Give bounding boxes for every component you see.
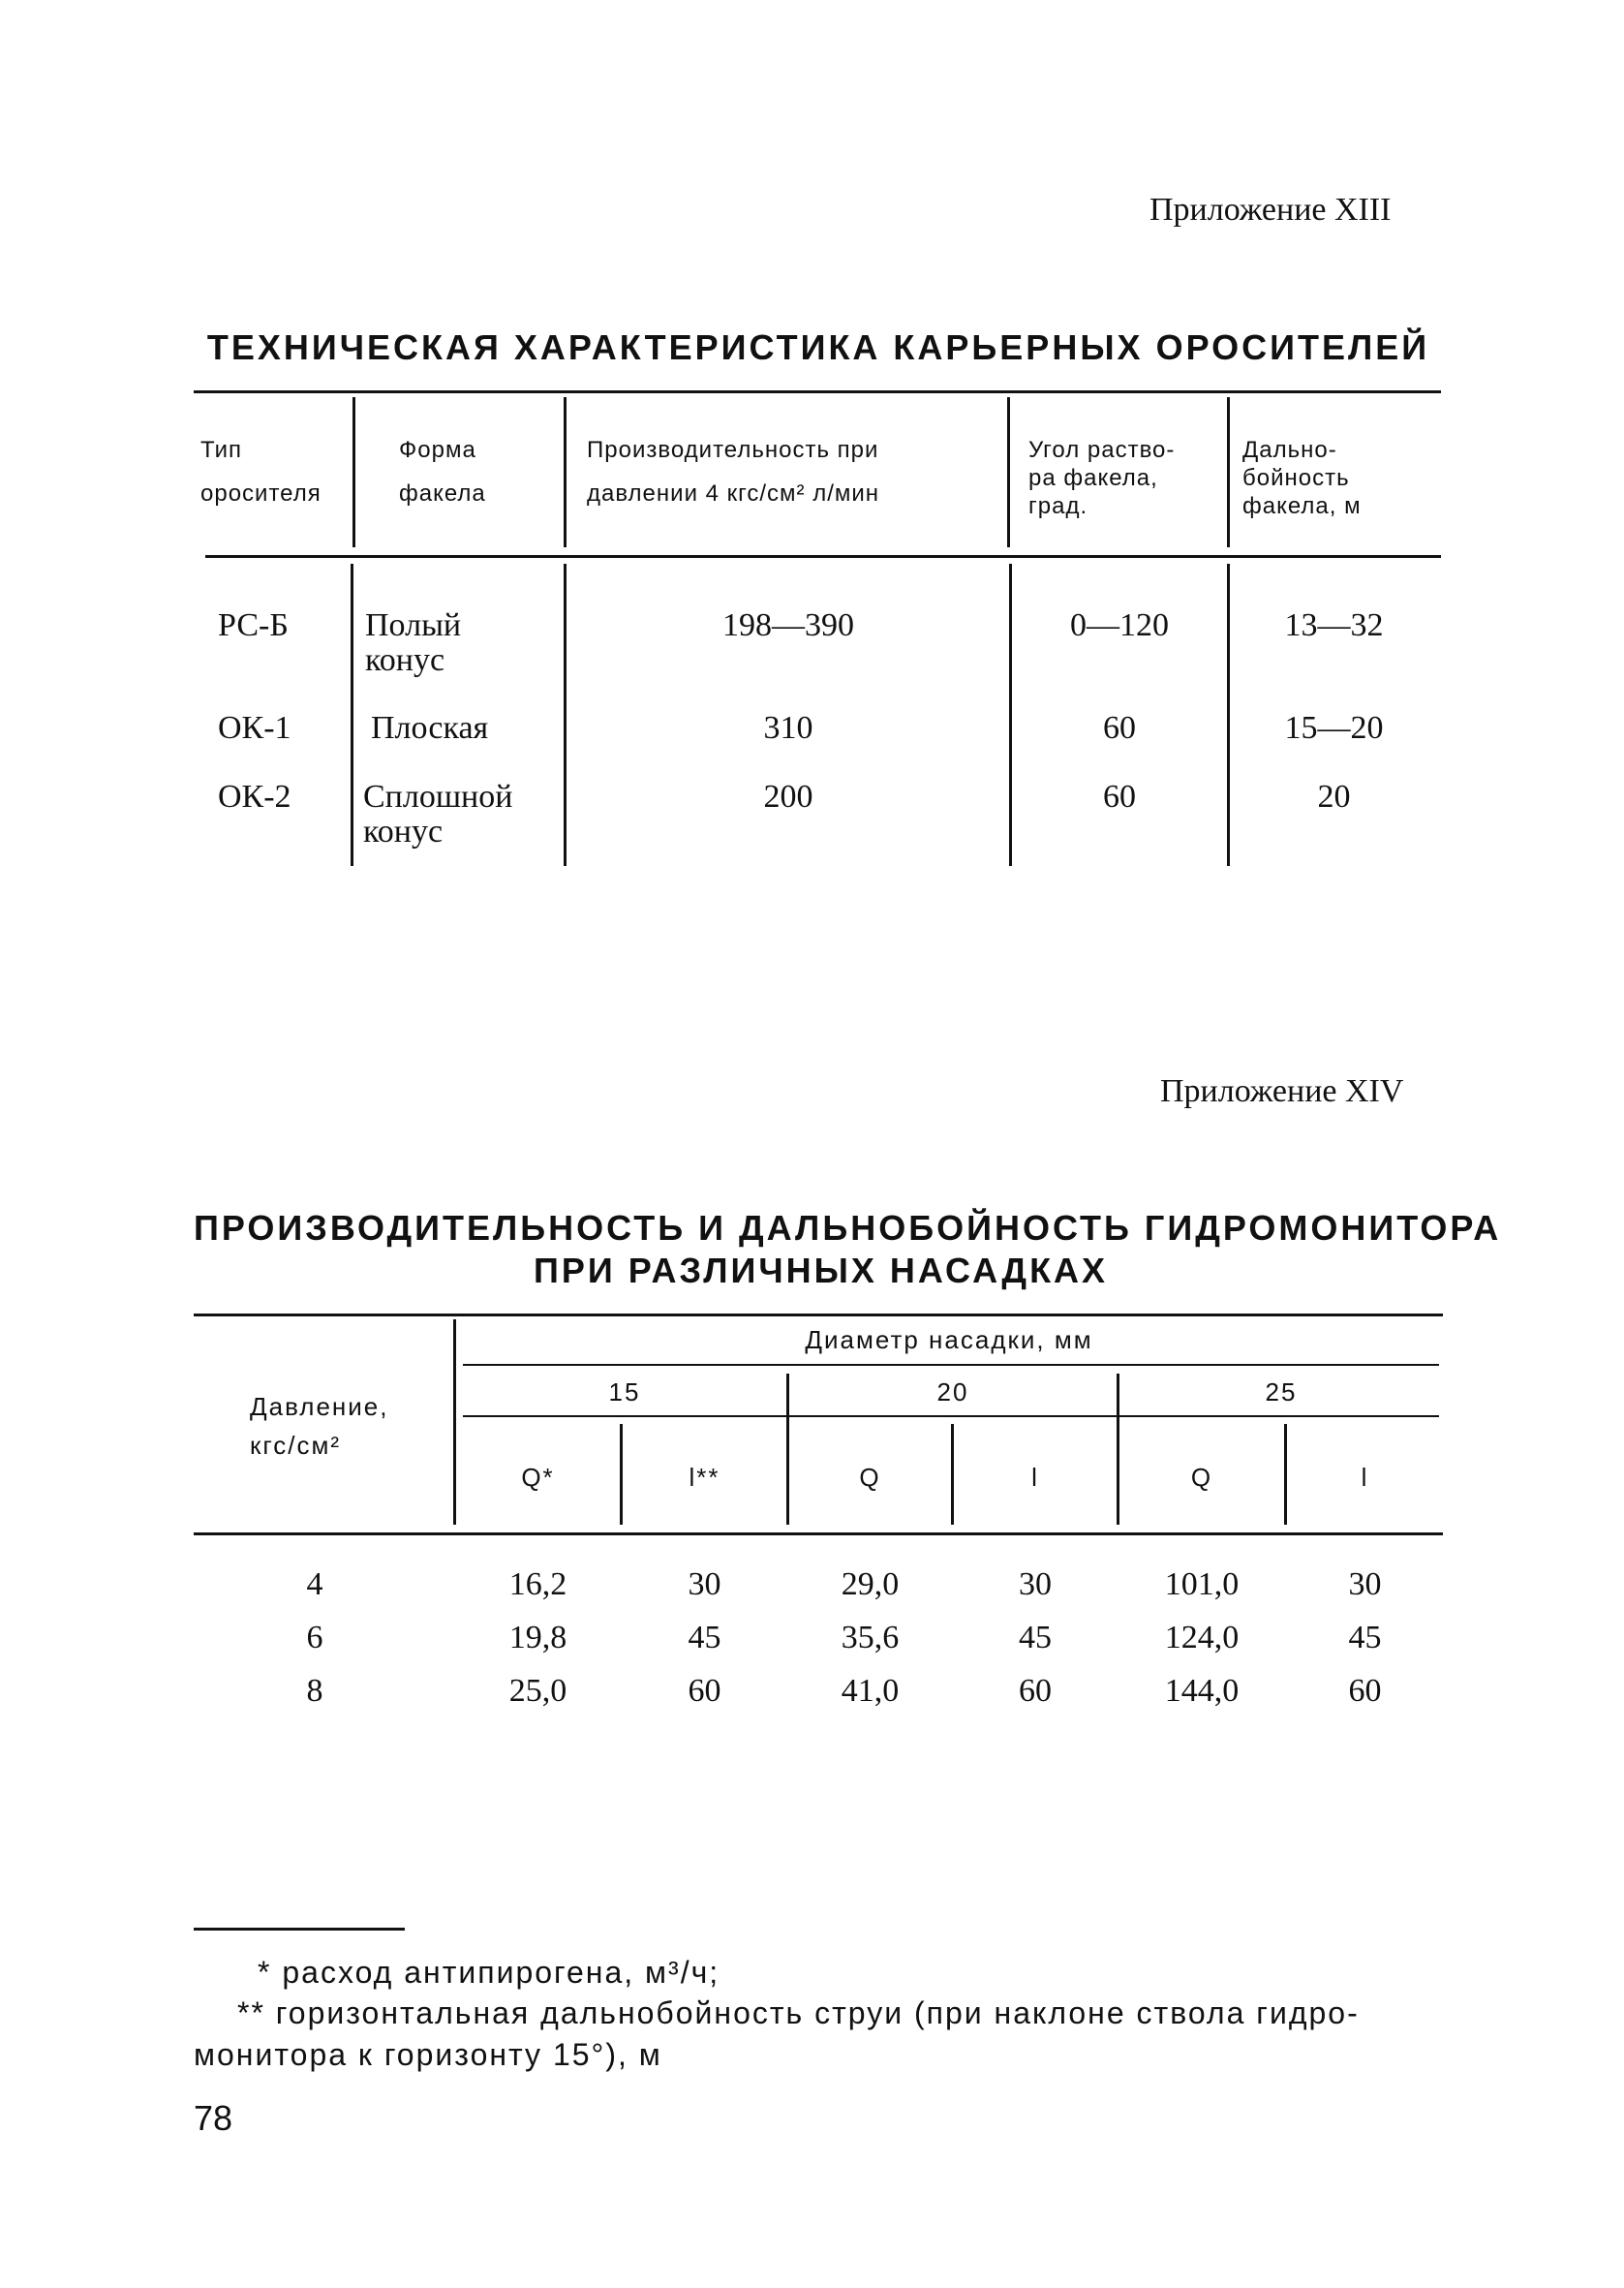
- cell-type: ОК-1: [218, 710, 291, 746]
- header-line: факела: [399, 480, 486, 507]
- footnote-rule: [194, 1928, 405, 1931]
- page-number: 78: [194, 2098, 233, 2138]
- header-q25: Q: [1190, 1463, 1213, 1492]
- cell-range: 20: [1317, 779, 1351, 815]
- cell-line: Плоская: [371, 710, 489, 746]
- header-d25: 25: [1265, 1377, 1298, 1407]
- cell-q25: 101,0: [1164, 1566, 1240, 1602]
- cell-range: 13—32: [1284, 607, 1384, 643]
- appendix-14-label: Приложение XIV: [1160, 1073, 1404, 1109]
- cell-l25: 45: [1348, 1620, 1382, 1655]
- cell-form: [365, 608, 461, 678]
- title-line: ПРОИЗВОДИТЕЛЬНОСТЬ И ДАЛЬНОБОЙНОСТЬ ГИДРОМОНИТОРА: [194, 1208, 1502, 1248]
- header-d15: 15: [608, 1377, 641, 1407]
- cell-l15: 45: [688, 1620, 721, 1655]
- cell-q25: 124,0: [1164, 1620, 1240, 1655]
- table-14-header-rule: [194, 1532, 1443, 1535]
- cell-performance: 310: [763, 710, 813, 746]
- cell-angle: 60: [1103, 710, 1136, 746]
- header-range: [1242, 436, 1436, 520]
- header-angle: [1028, 436, 1222, 520]
- cell-form: [371, 711, 488, 746]
- cell-line: Сплошной: [363, 779, 513, 815]
- header-diameter: Диаметр насадки, мм: [805, 1325, 1093, 1354]
- table-13-divider: [352, 397, 355, 547]
- cell-performance: 200: [763, 779, 813, 815]
- cell-l20: 60: [1019, 1673, 1052, 1709]
- title-line: ПРИ РАЗЛИЧНЫХ НАСАДКАХ: [533, 1251, 1109, 1290]
- cell-line: конус: [363, 814, 444, 850]
- cell-angle: 0—120: [1070, 607, 1169, 643]
- footnote-1: * расход антипирогена, м³/ч;: [258, 1955, 720, 1990]
- cell-q20: 35,6: [841, 1620, 900, 1655]
- header-line: кгс/см²: [250, 1431, 342, 1460]
- cell-q25: 144,0: [1164, 1673, 1240, 1709]
- header-line: Давление,: [250, 1392, 389, 1421]
- cell-l15: 60: [688, 1673, 721, 1709]
- header-q15: Q*: [521, 1463, 555, 1492]
- cell-l15: 30: [688, 1566, 721, 1602]
- table-13-title: ТЕХНИЧЕСКАЯ ХАРАКТЕРИСТИКА КАРЬЕРНЫХ ОРОСИТЕЛЕЙ: [206, 327, 1430, 367]
- header-performance: [587, 436, 998, 508]
- table-13-divider: [1007, 397, 1010, 547]
- footnote-2-continued: монитора к горизонту 15°), м: [194, 2037, 662, 2072]
- header-q20: Q: [859, 1463, 881, 1492]
- cell-q20: 41,0: [841, 1673, 900, 1709]
- header-line: Дально-: [1242, 437, 1337, 463]
- header-pressure: [250, 1387, 388, 1465]
- header-line: факела, м: [1242, 493, 1362, 519]
- cell-type: РС-Б: [218, 607, 289, 643]
- cell-q15: 19,8: [508, 1620, 567, 1655]
- cell-l20: 30: [1019, 1566, 1052, 1602]
- cell-q20: 29,0: [841, 1566, 900, 1602]
- table-13-top-rule: [194, 390, 1441, 393]
- header-line: оросителя: [200, 480, 322, 507]
- header-line: Производительность при: [587, 437, 879, 463]
- header-form: [399, 436, 544, 508]
- header-l15: l**: [689, 1463, 720, 1492]
- table-13-divider: [351, 564, 353, 866]
- header-line: давлении 4 кгс/см² л/мин: [587, 480, 880, 507]
- table-14-sub-rule: [463, 1364, 1439, 1366]
- cell-line: Полый: [365, 607, 462, 643]
- cell-l25: 60: [1348, 1673, 1382, 1709]
- header-type: [200, 436, 346, 508]
- table-13-divider: [1227, 397, 1230, 547]
- header-line: град.: [1028, 493, 1088, 519]
- cell-range: 15—20: [1284, 710, 1384, 746]
- header-l20: l: [1031, 1463, 1039, 1492]
- cell-type: ОК-2: [218, 779, 291, 815]
- cell-form: [363, 780, 512, 850]
- table-14-title: [194, 1207, 1502, 1292]
- cell-line: конус: [365, 642, 445, 678]
- cell-performance: 198—390: [722, 607, 854, 643]
- header-line: Тип: [200, 437, 243, 463]
- cell-l25: 30: [1348, 1566, 1382, 1602]
- cell-angle: 60: [1103, 779, 1136, 815]
- header-line: бойность: [1242, 465, 1350, 491]
- table-14-top-rule: [194, 1314, 1443, 1316]
- footnote-2: ** горизонтальная дальнобойность струи (при наклоне ствола гидро-: [237, 1995, 1360, 2030]
- header-l25: l: [1361, 1463, 1369, 1492]
- cell-pressure: 8: [306, 1673, 323, 1709]
- cell-l20: 45: [1019, 1620, 1052, 1655]
- header-d20: 20: [936, 1377, 969, 1407]
- cell-q15: 25,0: [508, 1673, 567, 1709]
- table-14-sub-rule: [463, 1415, 1439, 1417]
- appendix-13-label: Приложение XIII: [1149, 192, 1392, 228]
- table-13-header-rule: [205, 555, 1441, 558]
- header-line: Форма: [399, 437, 476, 463]
- cell-pressure: 6: [306, 1620, 323, 1655]
- table-13-divider: [564, 397, 567, 547]
- cell-q15: 16,2: [508, 1566, 567, 1602]
- header-line: Угол раство-: [1028, 437, 1176, 463]
- header-line: ра факела,: [1028, 465, 1158, 491]
- cell-pressure: 4: [306, 1566, 323, 1602]
